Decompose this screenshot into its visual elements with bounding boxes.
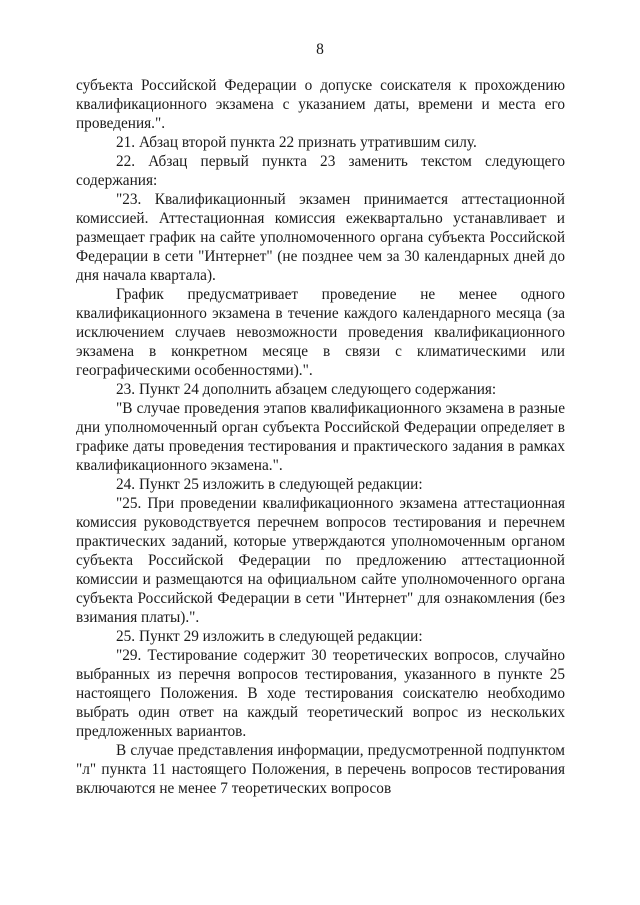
paragraph-quote-29: "29. Тестирование содержит 30 теоретических вопросов, случайно выбранных из перечня вопросов тестирования, указанного в пункте 25 настоящего Положения. В ходе тестирования соискателю необходимо выбрать один ответ на каждый теоретический вопрос из нескольких предложенных вариантов.	[76, 647, 565, 740]
paragraph-continuation: субъекта Российской Федерации о допуске соискателя к прохождению квалификационного экзамена с указанием даты, времени и места его проведения.".	[76, 77, 565, 132]
paragraph-quote-25: "25. При проведении квалификационного экзамена аттестационная комиссия руководствуется перечнем вопросов тестирования и перечнем практических заданий, которые утверждаются уполномоченным органом субъекта Российской Федерации по предложению аттестационной комиссии и размещаются на официальном сайте уполномоченного органа субъекта Российской Федерации в сети "Интернет" для ознакомления (без взимания платы).".	[76, 495, 565, 626]
paragraph-item-22: 22. Абзац первый пункта 23 заменить текстом следующего содержания:	[76, 153, 565, 189]
document-body	[76, 76, 565, 798]
paragraph-item-24: 24. Пункт 25 изложить в следующей редакции:	[116, 476, 423, 493]
paragraph-quote-stages: "В случае проведения этапов квалификационного экзамена в разные дни уполномоченный орган субъекта Российской Федерации определяет в графике даты проведения тестирования и практического задания в рамках квалификационного экзамена.".	[76, 400, 565, 474]
paragraph-item-23: 23. Пункт 24 дополнить абзацем следующего содержания:	[116, 381, 497, 398]
paragraph-case-info: В случае представления информации, предусмотренной подпунктом "л" пункта 11 настоящего Положения, в перечень вопросов тестирования включаются не менее 7 теоретических вопросов	[76, 742, 565, 797]
page-number: 8	[316, 41, 324, 58]
paragraph-schedule: График предусматривает проведение не менее одного квалификационного экзамена в течение каждого календарного месяца (за исключением случаев невозможности проведения квалификационного экзамена в конкретном месяце в связи с климатическими или географическими особенностями).".	[76, 286, 565, 379]
paragraph-item-21: 21. Абзац второй пункта 22 признать утратившим силу.	[116, 134, 477, 151]
paragraph-quote-23: "23. Квалификационный экзамен принимается аттестационной комиссией. Аттестационная комиссия ежеквартально устанавливает и размещает график на сайте уполномоченного органа субъекта Российской Федерации в сети "Интернет" (не позднее чем за 30 календарных дней до дня начала квартала).	[76, 191, 565, 284]
paragraph-item-25: 25. Пункт 29 изложить в следующей редакции:	[116, 628, 423, 645]
